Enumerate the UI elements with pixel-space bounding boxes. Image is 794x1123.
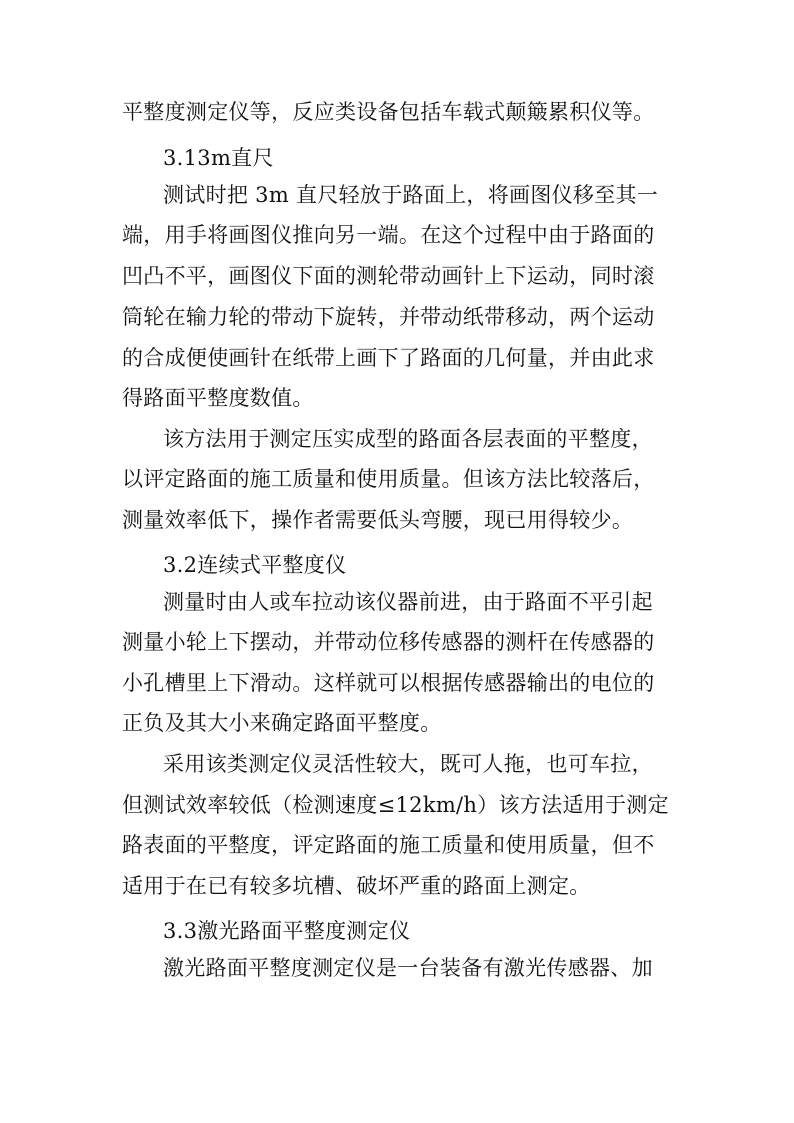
paragraph-line: 的合成便使画针在纸带上画下了路面的几何量，并由此求 <box>122 346 655 370</box>
paragraph-line: 适用于在已有较多坑槽、破坏严重的路面上测定。 <box>122 874 591 898</box>
paragraph-line: 采用该类测定仪灵活性较大，既可人拖，也可车拉， <box>163 752 653 776</box>
section-heading-3-3: 3.3激光路面平整度测定仪 <box>163 919 411 943</box>
paragraph-line: 凹凸不平，画图仪下面的测轮带动画针上下运动，同时滚 <box>122 264 655 288</box>
paragraph-line: 筒轮在输力轮的带动下旋转，并带动纸带移动，两个运动 <box>122 305 655 329</box>
paragraph-line: 测量时由人或车拉动该仪器前进，由于路面不平引起 <box>163 590 653 614</box>
paragraph-line: 测量小轮上下摆动，并带动位移传感器的测杆在传感器的 <box>122 630 655 654</box>
paragraph-line: 正负及其大小来确定路面平整度。 <box>122 711 442 735</box>
paragraph-line: 端，用手将画图仪推向另一端。在这个过程中由于路面的 <box>122 223 655 247</box>
paragraph-line: 以评定路面的施工质量和使用质量。但该方法比较落后， <box>122 467 655 491</box>
paragraph-line: 测量效率低下，操作者需要低头弯腰，现已用得较少。 <box>122 508 634 532</box>
paragraph-line: 平整度测定仪等，反应类设备包括车载式颠簸累积仪等。 <box>122 100 655 124</box>
paragraph-line: 小孔槽里上下滑动。这样就可以根据传感器输出的电位的 <box>122 671 655 695</box>
paragraph-line: 激光路面平整度测定仪是一台装备有激光传感器、加 <box>163 956 653 980</box>
section-heading-3-2: 3.2连续式平整度仪 <box>163 553 347 577</box>
section-heading-3-1: 3.13m直尺 <box>163 146 274 170</box>
paragraph-line: 但测试效率较低（检测速度≤12km/h）该方法适用于测定 <box>122 793 669 817</box>
paragraph-line: 该方法用于测定压实成型的路面各层表面的平整度， <box>163 427 653 451</box>
paragraph-line: 测试时把 3m 直尺轻放于路面上，将画图仪移至其一 <box>163 183 659 207</box>
paragraph-line: 路表面的平整度，评定路面的施工质量和使用质量，但不 <box>122 833 655 857</box>
paragraph-line: 得路面平整度数值。 <box>122 386 314 410</box>
